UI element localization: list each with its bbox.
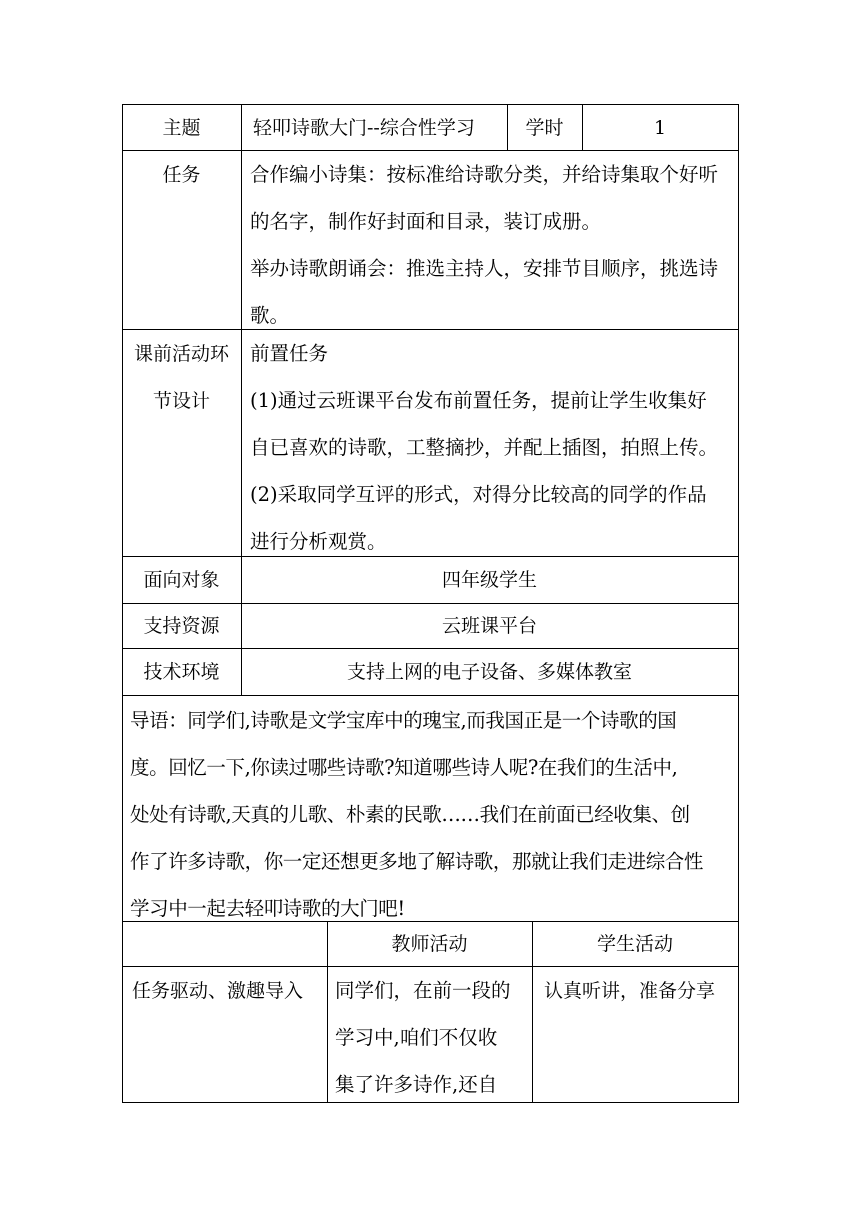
teacher-activity-header: 教师活动 — [391, 933, 468, 955]
teacher-line: 同学们，在前一段的 — [335, 979, 511, 1002]
task-line: 合作编小诗集：按标准给诗歌分类，并给诗集取个好听 — [250, 163, 719, 186]
task-line: 歌。 — [250, 304, 290, 327]
intro-line: 处处有诗歌,天真的儿歌、朴素的民歌……我们在前面已经收集、创 — [130, 803, 690, 826]
intro-line: 导语：同学们,诗歌是文学宝库中的瑰宝,而我国正是一个诗歌的国 — [130, 709, 677, 732]
student-activity-content: 认真听讲，准备分享 — [544, 980, 716, 1002]
teacher-line: 学习中,咱们不仅收 — [335, 1026, 498, 1049]
task-line: 的名字，制作好封面和目录，装订成册。 — [250, 210, 602, 233]
task-label: 任务 — [162, 164, 201, 186]
topic-label: 主题 — [162, 117, 201, 139]
hours-value: 1 — [653, 117, 667, 139]
intro-paragraph — [130, 697, 735, 932]
task-content — [250, 151, 735, 339]
resources-label: 支持资源 — [143, 615, 220, 637]
pre-class-line: 前置任务 — [250, 342, 329, 365]
student-activity-header: 学生活动 — [596, 933, 673, 955]
audience-label: 面向对象 — [143, 569, 220, 591]
pre-class-label-line2: 节设计 — [152, 390, 210, 412]
stage-name: 任务驱动、激趣导入 — [132, 980, 304, 1002]
environment-value: 支持上网的电子设备、多媒体教室 — [346, 661, 632, 683]
pre-class-line: 进行分析观赏。 — [250, 530, 387, 553]
pre-class-line: (1)通过云班课平台发布前置任务，提前让学生收集好 — [250, 389, 707, 412]
intro-line: 作了许多诗歌，你一定还想更多地了解诗歌，那就让我们走进综合性 — [130, 850, 704, 873]
pre-class-line: 自已喜欢的诗歌，工整摘抄，并配上插图，拍照上传。 — [250, 436, 719, 459]
environment-label: 技术环境 — [143, 661, 220, 683]
pre-class-label-line1: 课前活动环 — [133, 343, 229, 365]
intro-line: 度。回忆一下,你读过哪些诗歌?知道哪些诗人呢?在我们的生活中, — [130, 756, 678, 779]
pre-class-content — [250, 330, 735, 565]
pre-class-line: (2)采取同学互评的形式，对得分比较高的同学的作品 — [250, 483, 707, 506]
resources-value: 云班课平台 — [441, 615, 537, 637]
teacher-line: 集了许多诗作,还自 — [335, 1073, 498, 1096]
hours-label: 学时 — [525, 117, 564, 139]
topic-value: 轻叩诗歌大门--综合性学习 — [253, 117, 475, 139]
audience-value: 四年级学生 — [441, 569, 537, 591]
teacher-activity-content — [335, 967, 530, 1108]
intro-line: 学习中一起去轻叩诗歌的大门吧! — [130, 897, 405, 920]
task-line: 举办诗歌朗诵会：推选主持人，安排节目顺序，挑选诗 — [250, 257, 719, 280]
